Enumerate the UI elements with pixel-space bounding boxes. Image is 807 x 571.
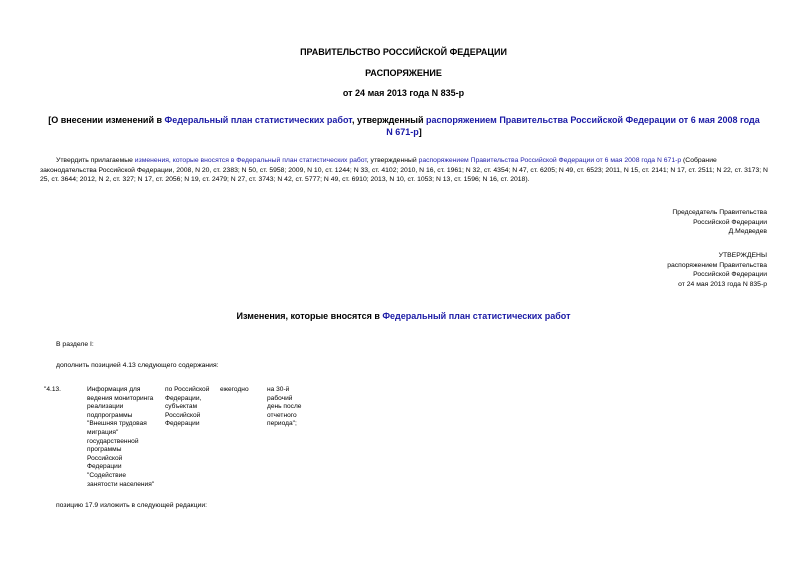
- changes-title-link[interactable]: Федеральный план статистических работ: [382, 311, 571, 321]
- approved-country: Российской Федерации: [693, 271, 767, 278]
- title-mid: , утвержденный: [351, 115, 426, 125]
- signature-country: Российской Федерации: [693, 218, 767, 226]
- section-position-17: позицию 17.9 изложить в следующей редакции:: [56, 502, 208, 509]
- main-paragraph: [40, 156, 768, 185]
- changes-title: [0, 311, 807, 321]
- row-info: Информация для ведения мониторинга реализации подпрограммы "Внешняя трудовая миграция" государственной программы Российской Федерации "Содействие занятости населения": [87, 386, 155, 488]
- row-scope: по Российской Федерации, субъектам Российской Федерации: [165, 386, 210, 428]
- document-title: [48, 114, 760, 138]
- title-close: ]: [418, 127, 422, 137]
- row-frequency: ежегодно: [220, 386, 249, 393]
- signature-block: [672, 208, 767, 237]
- row-number: "4.13.: [44, 386, 62, 393]
- p1-mid: , утвержденный: [366, 157, 419, 164]
- approved-block: [667, 251, 767, 289]
- approved-label: УТВЕРЖДЕНЫ: [718, 252, 767, 259]
- p1-start: Утвердить прилагаемые: [56, 157, 135, 164]
- section-add-position: дополнить позицией 4.13 следующего содержания:: [56, 362, 219, 369]
- title-link-statistical-plan[interactable]: Федеральный план статистических работ: [164, 115, 352, 125]
- signature-position: Председатель Правительства: [672, 209, 767, 216]
- title-link-decree[interactable]: распоряжением Правительства Российской Федерации от 6 мая 2008 года N 671-р: [386, 115, 760, 137]
- p1-end: (Собрание законодательства Российской Федерации, 2008, N 20, ст. 2383; N 50, ст. 5958; 2009, N 10, ст. 1244; N 33, ст. 4102; 2010, N 16, ст. 1961; N 32, ст. 4354; N 47, ст. 6205; N 49, ст. 6523; 2011, N 15, ст. 2141; N 17, ст. 2511; N 22, ст. 3173; N 25, ст. 3644; 2012, N 2, ст. 327; N 17, ст. 2056; N 19, ст. 2479; N 27, ст. 3743; N 42, ст. 5777; N 49, ст. 6910; 2013, N 10, ст. 1053; N 13, ст. 1596; N 16, ст. 2018).: [40, 157, 768, 183]
- section-intro: В разделе I:: [56, 341, 94, 348]
- document-type: РАСПОРЯЖЕНИЕ: [365, 68, 442, 78]
- changes-title-start: Изменения, которые вносятся в: [236, 311, 383, 321]
- document-date-number: от 24 мая 2013 года N 835-р: [342, 88, 465, 98]
- p1-link-decree[interactable]: распоряжением Правительства Российской Федерации от 6 мая 2008 года N 671-р: [418, 157, 682, 164]
- signature-name: Д.Медведев: [728, 228, 767, 235]
- approved-decree: распоряжением Правительства: [667, 261, 767, 269]
- title-open: [О внесении изменений в: [48, 115, 165, 125]
- row-term: на 30-й рабочий день после отчетного периода";: [267, 386, 302, 428]
- government-title: ПРАВИТЕЛЬСТВО РОССИЙСКОЙ ФЕДЕРАЦИИ: [300, 47, 507, 57]
- p1-link-changes[interactable]: изменения, которые вносятся в Федеральный план статистических работ: [134, 157, 367, 164]
- approved-date: от 24 мая 2013 года N 835-р: [678, 280, 767, 288]
